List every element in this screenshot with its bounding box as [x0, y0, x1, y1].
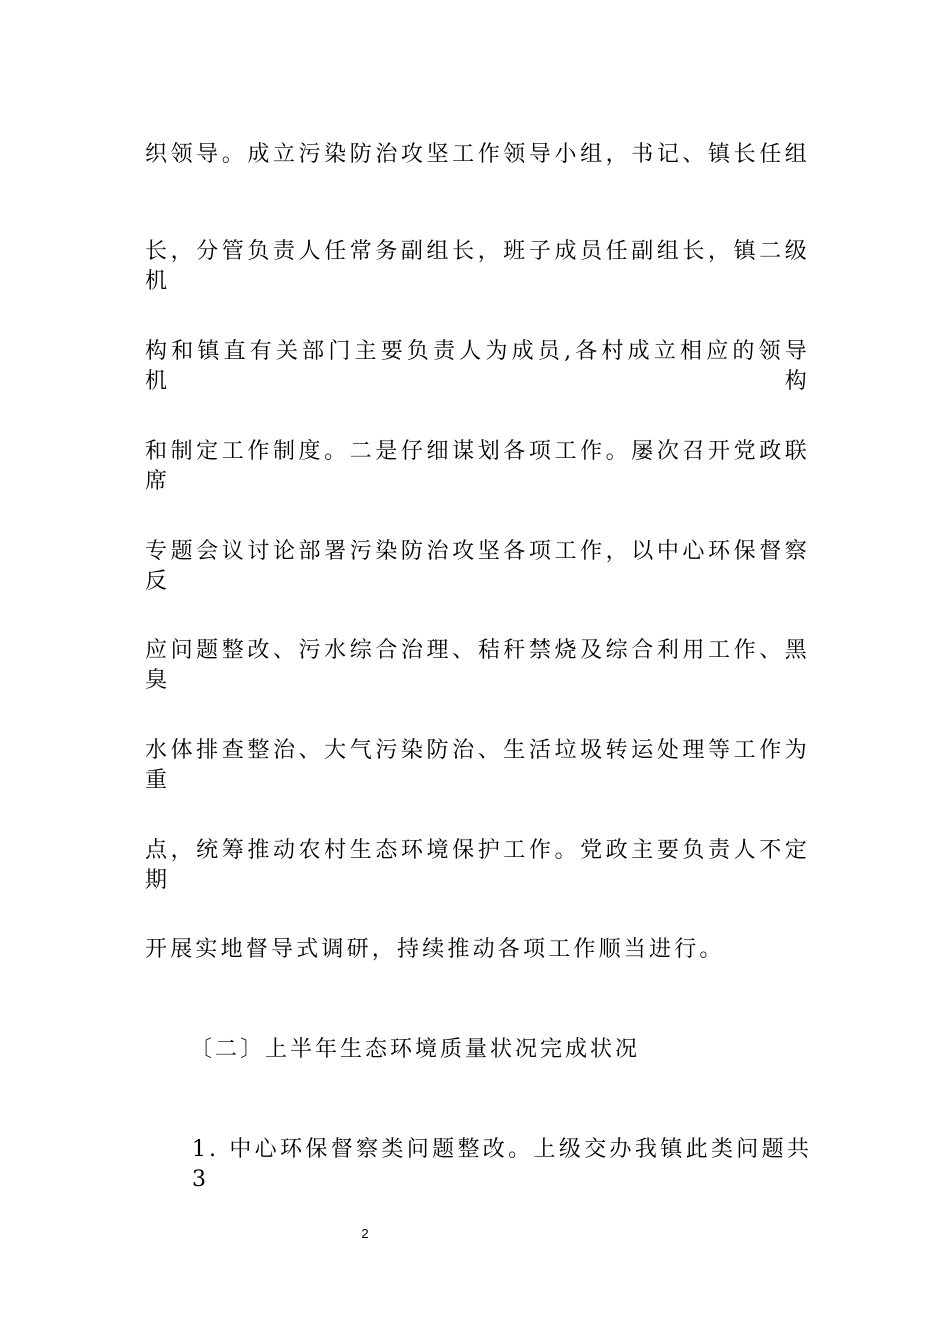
body-line-1: 织领导。成立污染防治攻坚工作领导小组，书记、镇长任组 — [145, 142, 810, 167]
body-line-6: 应问题整改、污水综合治理、秸秆禁烧及综合利用工作、黑臭 — [145, 638, 810, 693]
body-line-3: 构和镇直有关部门主要负责人为成员,各村成立相应的领导机构 — [145, 339, 810, 394]
body-line-2: 长，分管负责人任常务副组长，班子成员任副组长，镇二级机 — [145, 239, 810, 294]
numbered-item-line: 1. 中心环保督察类问题整改。上级交办我镇此类问题共 3 — [192, 1137, 812, 1192]
body-line-4: 和制定工作制度。二是仔细谋划各项工作。屡次召开党政联席 — [145, 439, 810, 494]
body-line-7: 水体排查整治、大气污染防治、生活垃圾转运处理等工作为重 — [145, 738, 810, 793]
section-heading: 〔二〕上半年生态环境质量状况完成状况 — [190, 1037, 641, 1062]
page-number: 2 — [361, 1226, 369, 1241]
body-line-9: 开展实地督导式调研，持续推动各项工作顺当进行。 — [145, 937, 725, 962]
body-line-8: 点，统筹推动农村生态环境保护工作。党政主要负责人不定期 — [145, 838, 810, 893]
body-line-5: 专题会议讨论部署污染防治攻坚各项工作，以中心环保督察反 — [145, 539, 810, 594]
